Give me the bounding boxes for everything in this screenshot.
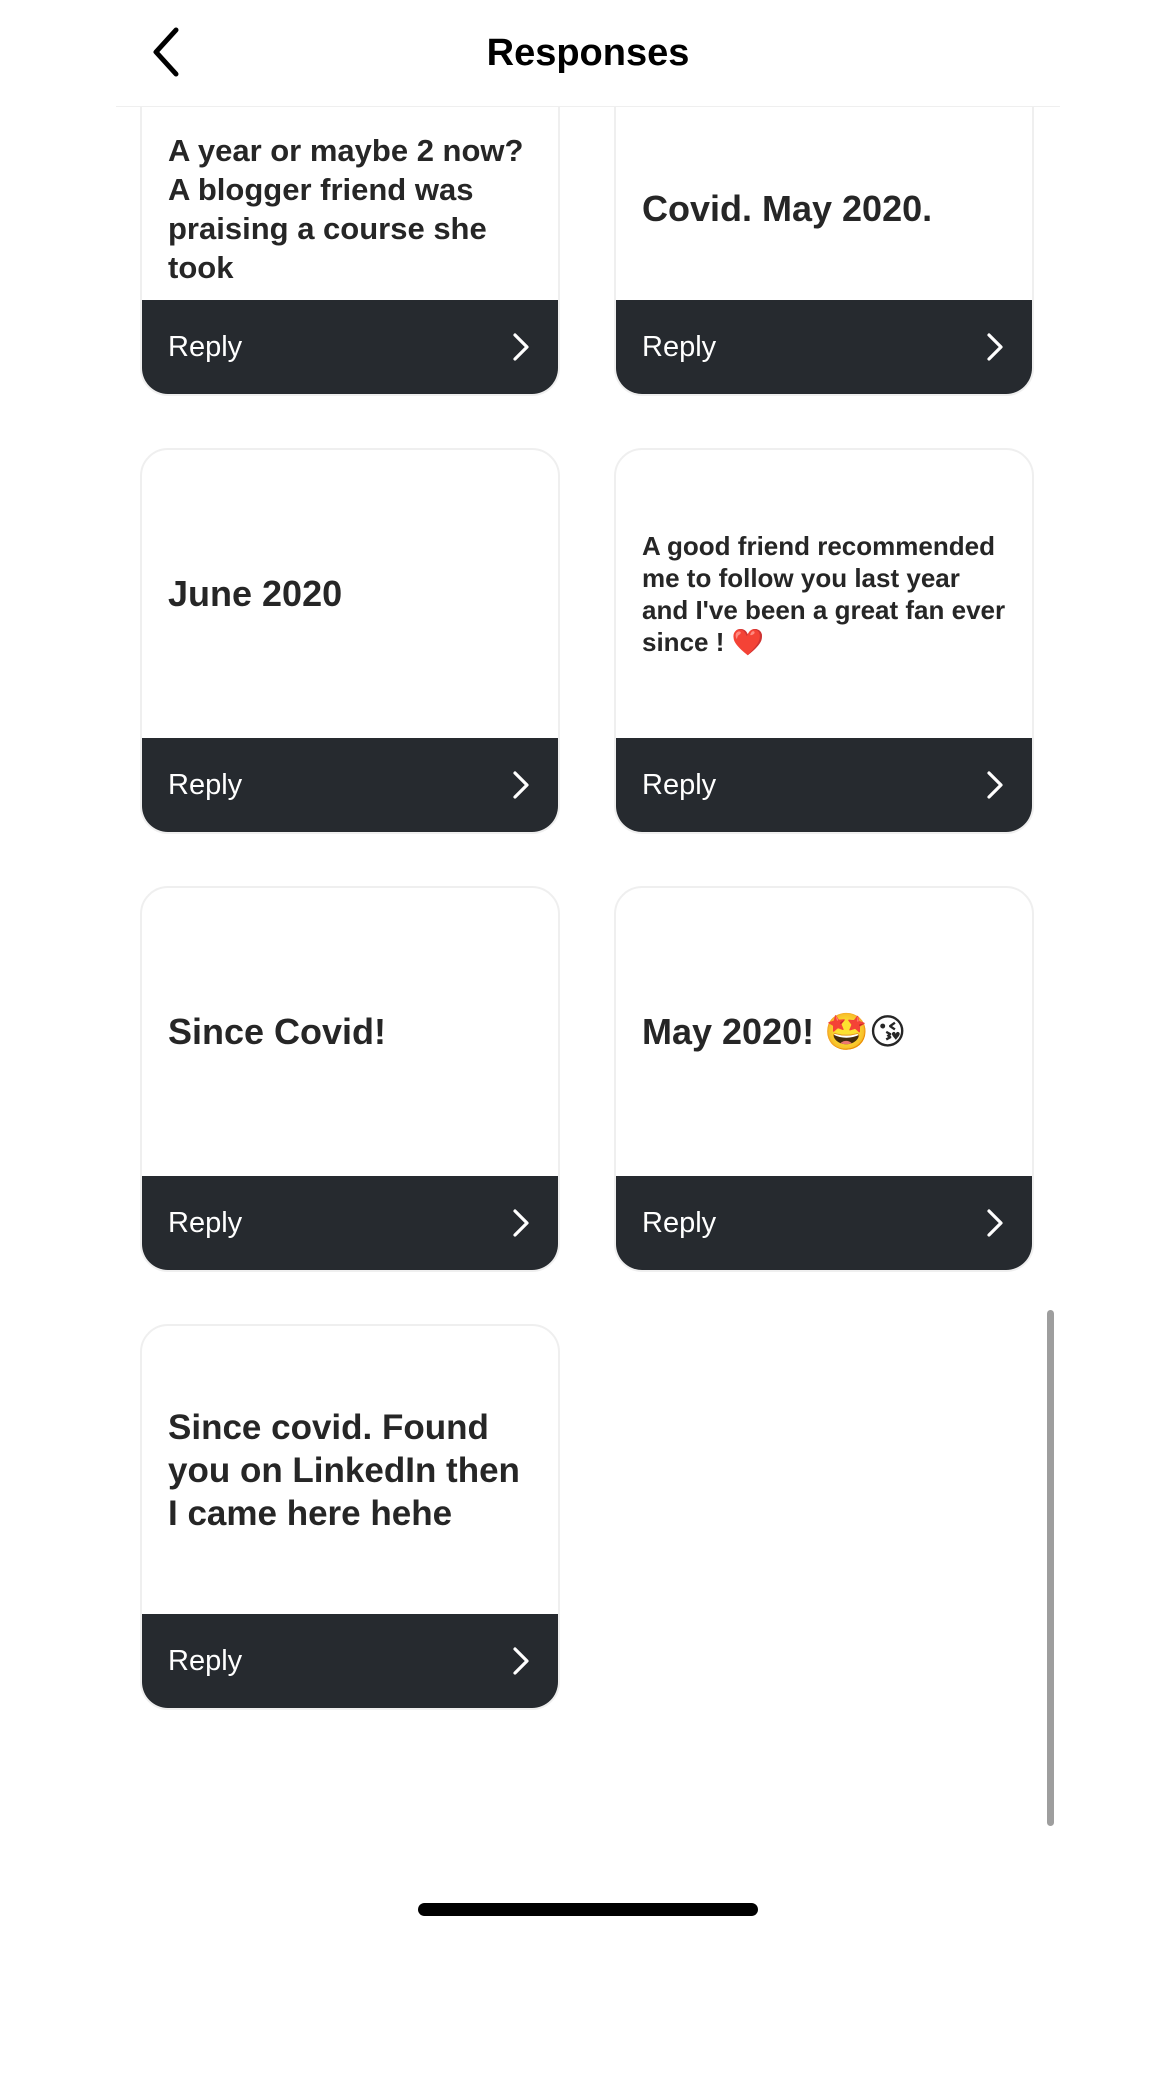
response-card[interactable]: [140, 1324, 560, 1710]
response-card[interactable]: [614, 60, 1034, 396]
response-text: Covid. May 2020.: [642, 188, 933, 229]
reply-button[interactable]: [616, 738, 1032, 832]
page-title: Responses: [486, 32, 690, 74]
scrollbar[interactable]: [1047, 1310, 1054, 1826]
chevron-right-icon: [510, 332, 532, 362]
reply-label: Reply: [168, 330, 243, 363]
response-text: A year or maybe 2 now? A blogger friend was praising a course she took: [168, 133, 524, 285]
reply-button[interactable]: [616, 1176, 1032, 1270]
response-card[interactable]: [140, 60, 560, 396]
response-text: May 2020! 🤩😘: [642, 1011, 907, 1052]
chevron-right-icon: [510, 770, 532, 800]
response-card[interactable]: [140, 448, 560, 834]
response-card[interactable]: [140, 886, 560, 1272]
response-card[interactable]: [614, 886, 1034, 1272]
reply-button[interactable]: [616, 300, 1032, 394]
chevron-right-icon: [984, 770, 1006, 800]
home-indicator[interactable]: [418, 1903, 758, 1916]
reply-label: Reply: [642, 1206, 717, 1239]
reply-button[interactable]: [142, 1614, 558, 1708]
reply-label: Reply: [168, 1206, 243, 1239]
response-text: Since covid. Found you on LinkedIn then I came here hehe: [168, 1407, 520, 1533]
reply-label: Reply: [642, 330, 717, 363]
chevron-right-icon: [510, 1208, 532, 1238]
chevron-right-icon: [984, 1208, 1006, 1238]
reply-button[interactable]: [142, 1176, 558, 1270]
header-bar: [116, 0, 1060, 107]
reply-button[interactable]: [142, 738, 558, 832]
response-card[interactable]: [614, 448, 1034, 834]
response-text: A good friend recommended me to follow you last year and I've been a great fan ever since ! ❤️: [642, 531, 1006, 657]
reply-button[interactable]: [142, 300, 558, 394]
reply-label: Reply: [642, 768, 717, 801]
response-text: June 2020: [168, 573, 343, 614]
chevron-right-icon: [510, 1646, 532, 1676]
response-text: Since Covid!: [168, 1011, 387, 1052]
reply-label: Reply: [168, 768, 243, 801]
reply-label: Reply: [168, 1644, 243, 1677]
chevron-right-icon: [984, 332, 1006, 362]
